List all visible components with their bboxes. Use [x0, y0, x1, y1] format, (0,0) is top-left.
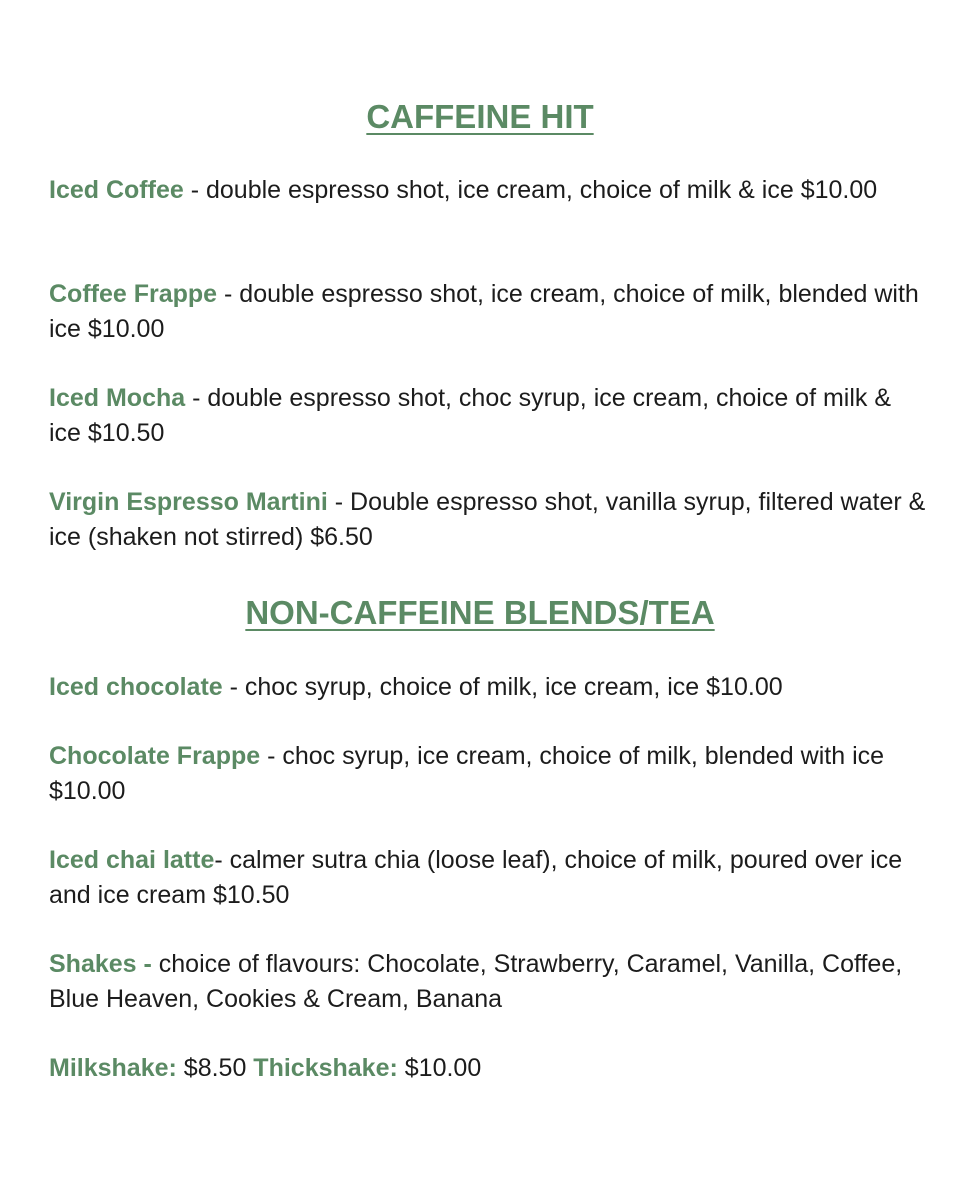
item-description: - double espresso shot, ice cream, choice of milk & ice $10.00 — [183, 176, 878, 204]
item-name: Iced chocolate — [49, 673, 223, 701]
menu-item-virgin-espresso-martini — [49, 485, 929, 554]
item-description: - choc syrup, choice of milk, ice cream, ice $10.00 — [222, 673, 783, 701]
item-description: - double espresso shot, choc syrup, ice cream, choice of milk & ice $10.50 — [49, 384, 892, 447]
item-description: - choc syrup, ice cream, choice of milk, blended with ice $10.00 — [49, 742, 885, 805]
item-name: Coffee Frappe — [49, 280, 218, 308]
milkshake-label: Milkshake: — [49, 1054, 177, 1082]
item-name: Iced chai latte — [49, 846, 215, 874]
item-name: Virgin Espresso Martini — [49, 488, 328, 516]
section-title-non-caffeine: NON-CAFFEINE BLENDS/TEA — [245, 594, 715, 631]
milkshake-price: $8.50 — [176, 1054, 254, 1082]
menu-item-iced-chocolate — [49, 670, 929, 705]
item-description: - Double espresso shot, vanilla syrup, filtered water & ice (shaken not stirred) $6.50 — [49, 488, 926, 551]
section-title-caffeine-hit: CAFFEINE HIT — [366, 98, 594, 135]
shake-prices — [49, 1051, 929, 1086]
item-name: Iced Coffee — [49, 176, 184, 204]
menu-item-iced-chai-latte — [49, 843, 929, 912]
menu-item-iced-mocha — [49, 381, 929, 450]
menu-item-chocolate-frappe — [49, 739, 929, 808]
menu-item-coffee-frappe — [49, 277, 929, 346]
menu-item-shakes — [49, 947, 929, 1016]
item-description: choice of flavours: Chocolate, Strawberry, Caramel, Vanilla, Coffee, Blue Heaven, Cookies & Cream, Banana — [49, 950, 903, 1013]
item-description: - double espresso shot, ice cream, choice of milk, blended with ice $10.00 — [49, 280, 919, 343]
thickshake-label: Thickshake: — [253, 1054, 398, 1082]
item-name: Chocolate Frappe — [49, 742, 261, 770]
menu-item-iced-coffee — [49, 173, 929, 208]
item-name: Shakes - — [49, 950, 159, 978]
item-description: - calmer sutra chia (loose leaf), choice of milk, poured over ice and ice cream $10.50 — [49, 846, 903, 909]
thickshake-price: $10.00 — [397, 1054, 482, 1082]
item-name: Iced Mocha — [49, 384, 186, 412]
